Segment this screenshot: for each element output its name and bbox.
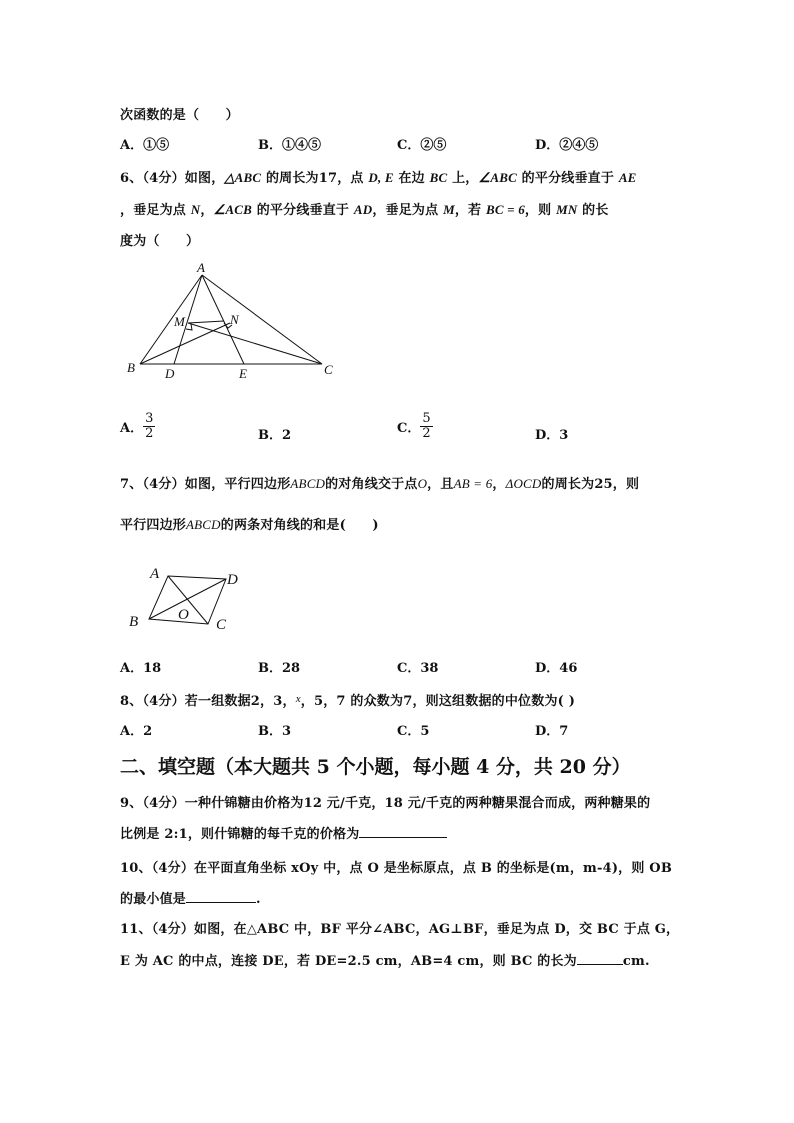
q6-label-m: M: [174, 314, 185, 329]
q8-option-b: B．3: [258, 724, 292, 739]
q7-label-b: B: [129, 614, 139, 630]
q9-stem-line2: 比例是 2:1，则什锦糖的每千克的价格为: [120, 823, 447, 842]
q10-answer-blank: [186, 889, 256, 903]
q7-option-c: C．38: [397, 661, 439, 676]
q6-stem-line1: 6、（4分）如图，△ABC 的周长为17，点 D, E 在边 BC 上，∠ABC 的平分线垂直于 AE: [120, 170, 637, 186]
q7-option-b: B．28: [258, 661, 301, 676]
q5-option-d: D．②④⑤: [535, 138, 599, 153]
q8-option-d: D．7: [535, 724, 569, 739]
q6-segment-mn: [188, 321, 224, 323]
q5-option-c: C．②⑤: [397, 138, 447, 153]
q8-option-a: A．2: [120, 724, 153, 739]
q6-stem-line3: 度为（ ）: [120, 234, 200, 249]
q6-option-c: C． $\frac{5}{2}$: [397, 411, 431, 441]
q6-right-angle-m: [186, 324, 192, 330]
q6-bisector-c: [188, 323, 322, 364]
q6-side-ac: [202, 275, 322, 364]
q11-stem-line2: E 为 AC 的中点，连接 DE，若 DE=2.5 cm，AB=4 cm，则 BC 的长为 cm.: [120, 950, 650, 969]
q6-option-b: B．2: [258, 428, 292, 443]
q6-side-ab: [140, 275, 202, 364]
q6-stem-line2: ，垂足为点 N，∠ACB 的平分线垂直于 AD，垂足为点 M，若 BC = 6，则 MN 的长: [120, 202, 609, 218]
q6-label-d: D: [165, 366, 175, 381]
q9-answer-blank: [359, 824, 447, 838]
q7-option-d: D．46: [535, 661, 578, 676]
q6-option-a-fraction: $\frac{3}{2}$: [145, 411, 154, 441]
q9-stem-line1: 9、（4分）一种什锦糖由价格为12 元/千克，18 元/千克的两种糖果混合而成，两种糖果的: [120, 796, 651, 811]
q5-option-a: A．①⑤: [120, 138, 170, 153]
q6-label-c: C: [324, 362, 333, 377]
q7-stem-line1: 7、（4分）如图，平行四边形ABCD的对角线交于点O，且AB = 6，ΔOCD的周长为25，则: [120, 476, 640, 492]
q6-triangle-figure: [120, 258, 350, 384]
q5-tail-text: 次函数的是（ ）: [120, 108, 239, 123]
q7-option-a: A．18: [120, 661, 162, 676]
q7-parallelogram-figure: [120, 560, 260, 636]
q7-label-d: D: [227, 572, 238, 588]
q10-stem-line1: 10、（4分）在平面直角坐标 xOy 中，点 O 是坐标原点，点 B 的坐标是(m，m-4)，则 OB: [120, 861, 673, 876]
q7-label-a: A: [150, 566, 160, 582]
q6-option-a: A． $\frac{3}{2}$: [120, 411, 154, 441]
q8-stem: 8、（4分）若一组数据2，3，$^x$，5，7 的众数为7，则这组数据的中位数为( ): [120, 693, 576, 709]
q11-answer-blank: [577, 951, 623, 965]
q6-label-b: B: [127, 360, 135, 375]
q6-option-d: D．3: [535, 428, 569, 443]
q11-stem-line1: 11、（4分）如图，在△ABC 中，BF 平分∠ABC，AG⊥BF，垂足为点 D，交 BC 于点 G，: [120, 922, 680, 937]
q7-stem-line2: 平行四边形ABCD的两条对角线的和是( ): [120, 517, 379, 533]
q6-label-a: A: [197, 260, 205, 275]
q6-label-e: E: [239, 366, 247, 381]
q8-option-c: C．5: [397, 724, 430, 739]
q6-option-c-fraction: $\frac{5}{2}$: [422, 411, 431, 441]
section-heading-fill-in: 二、填空题（本大题共 5 个小题，每小题 4 分，共 20 分）: [120, 756, 631, 778]
q7-label-c: C: [216, 617, 227, 633]
q6-label-n: N: [230, 312, 239, 327]
q5-option-b: B．①④⑤: [258, 138, 321, 153]
q10-stem-line2: 的最小值是 .: [120, 888, 261, 907]
q7-label-o: O: [178, 607, 189, 623]
